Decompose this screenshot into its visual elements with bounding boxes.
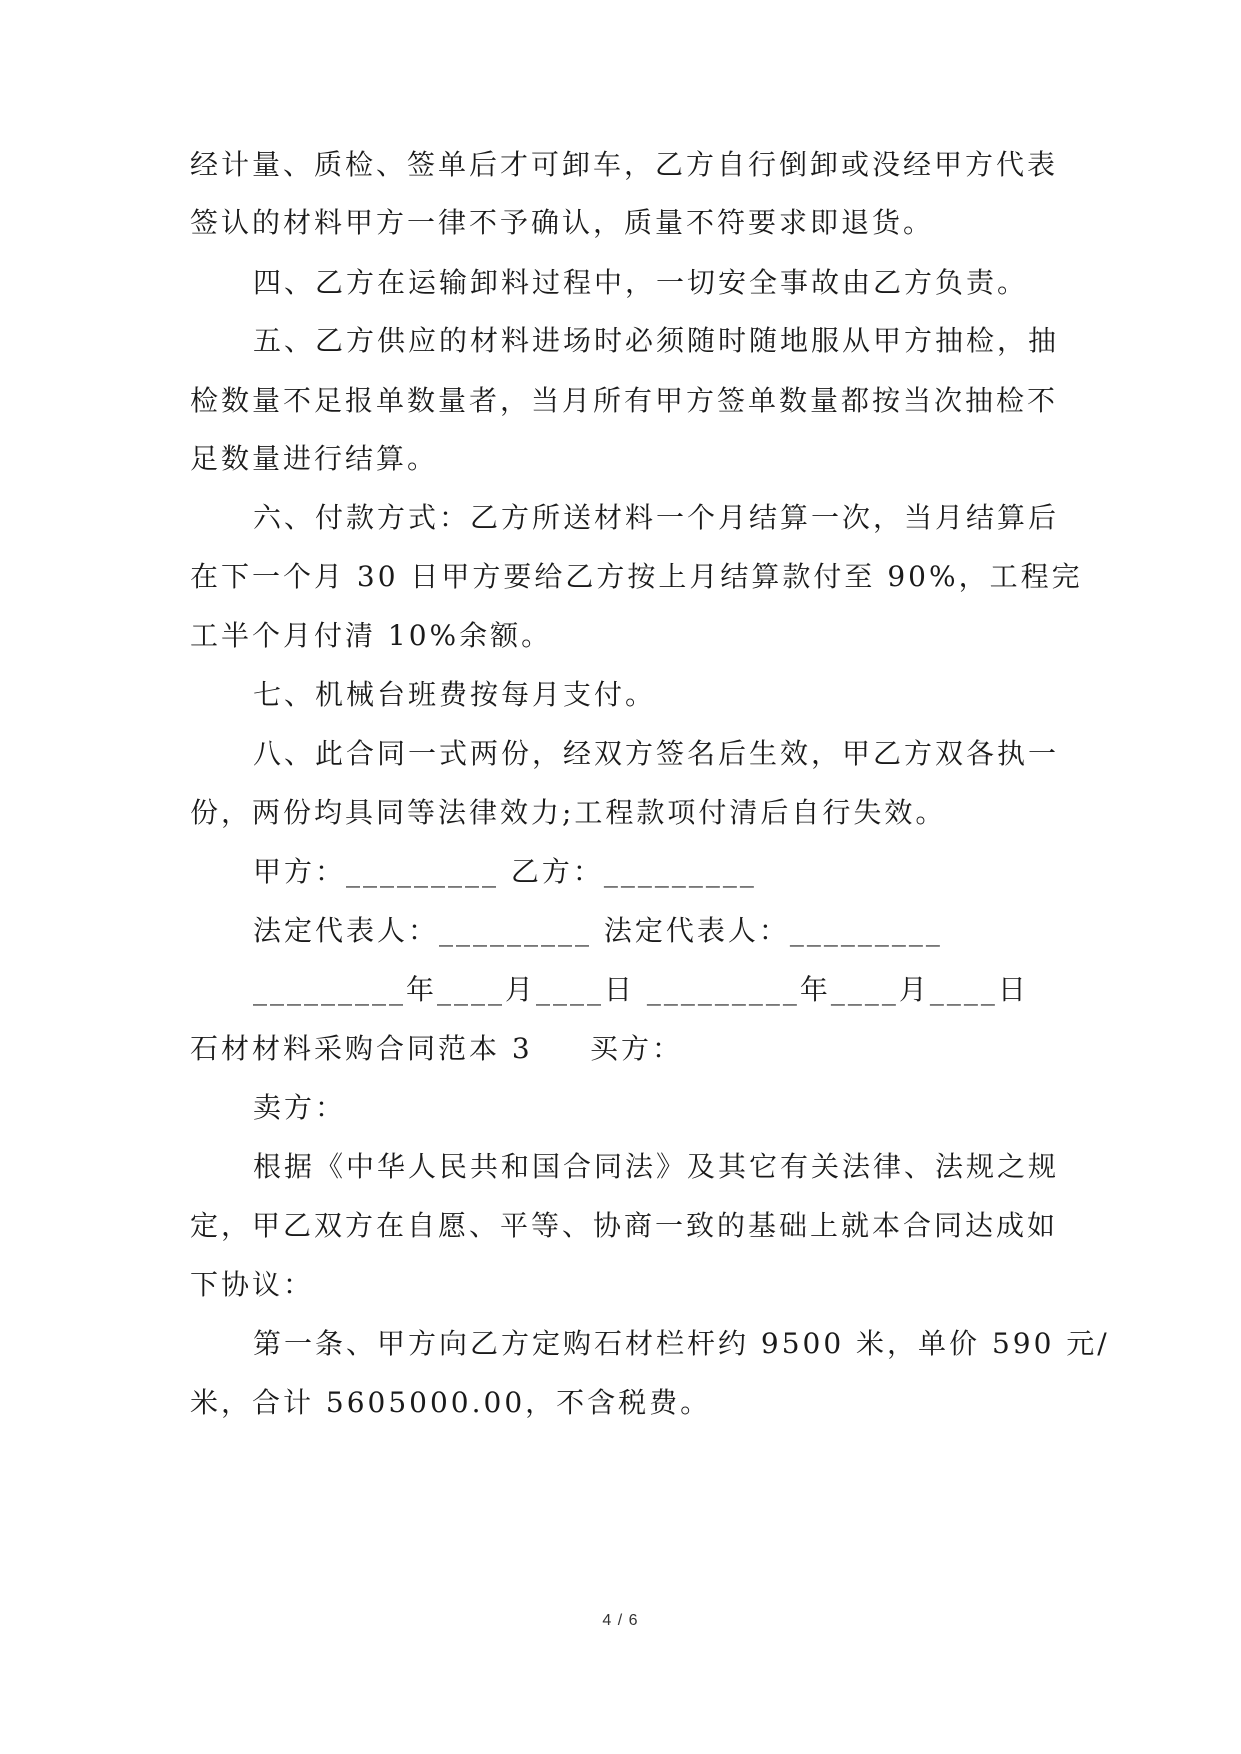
- paragraph-line: 份，两份均具同等法律效力;工程款项付清后自行失效。: [190, 796, 947, 829]
- section-title: 石材材料采购合同范本 3: [190, 1032, 533, 1065]
- clause-6: 六、付款方式：乙方所送材料一个月结算一次，当月结算后: [253, 501, 1060, 534]
- clause-4: 四、乙方在运输卸料过程中，一切安全事故由乙方负责。: [253, 266, 1029, 299]
- paragraph-line: 检数量不足报单数量者，当月所有甲方签单数量都按当次抽检不: [190, 384, 1059, 417]
- paragraph-line: 米，合计 5605000.00，不含税费。: [190, 1386, 712, 1419]
- paragraph-line: 在下一个月 30 日甲方要给乙方按上月结算款付至 90%，工程完: [190, 560, 1083, 593]
- preamble: 根据《中华人民共和国合同法》及其它有关法律、法规之规: [253, 1150, 1060, 1183]
- paragraph-line: 定，甲乙双方在自愿、平等、协商一致的基础上就本合同达成如: [190, 1209, 1059, 1242]
- clause-5: 五、乙方供应的材料进场时必须随时随地服从甲方抽检，抽: [253, 324, 1060, 357]
- clause-7: 七、机械台班费按每月支付。: [253, 678, 657, 711]
- paragraph-line: 工半个月付清 10%余额。: [190, 619, 553, 652]
- paragraph-line: 经计量、质检、签单后才可卸车，乙方自行倒卸或没经甲方代表: [190, 148, 1059, 181]
- paragraph-line: 下协议：: [190, 1268, 315, 1301]
- signature-representatives: 法定代表人：_________ 法定代表人：_________: [253, 914, 943, 947]
- paragraph-line: 签认的材料甲方一律不予确认，质量不符要求即退货。: [190, 206, 935, 239]
- signature-dates: _________年____月____日 _________年____月____日: [253, 973, 1029, 1006]
- clause-8: 八、此合同一式两份，经双方签名后生效，甲乙方双各执一: [253, 737, 1060, 770]
- buyer-label: 买方：: [590, 1032, 684, 1065]
- article-1: 第一条、甲方向乙方定购石材栏杆约 9500 米，单价 590 元/: [253, 1327, 1110, 1360]
- signature-parties: 甲方：_________ 乙方：_________: [253, 855, 757, 888]
- paragraph-line: 足数量进行结算。: [190, 442, 439, 475]
- page-number: 4 / 6: [602, 1612, 639, 1629]
- seller-label: 卖方：: [253, 1091, 347, 1124]
